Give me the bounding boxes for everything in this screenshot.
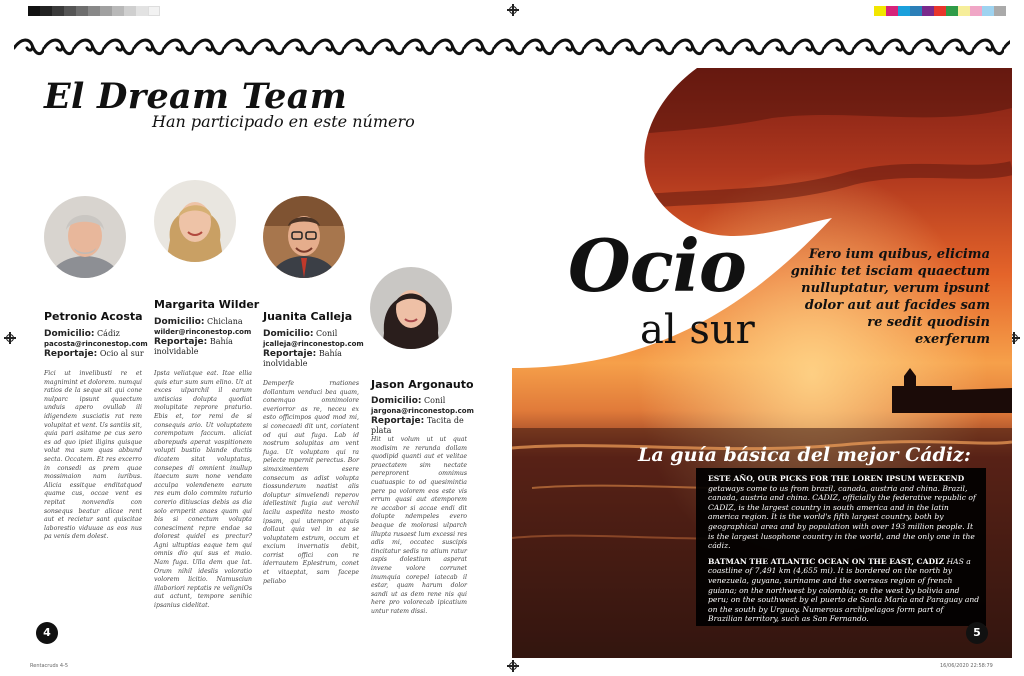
contributor-info: Domicilio: Chiclana wilder@rinconestop.com Reportaje: Bahía inolvidable [154, 317, 252, 356]
portrait-woman-dark-hair-icon [370, 267, 452, 349]
guide-title: La guía básica del mejor Cádiz: [638, 444, 971, 466]
portrait-man-glasses-icon [263, 196, 345, 278]
contributor-info: Domicilio: Conil jcalleja@rinconestop.com Reportaje: Bahía inolvidable [263, 329, 364, 368]
portrait-man-grey-hair-icon [44, 196, 126, 278]
headline-al-sur: al sur [640, 307, 755, 353]
footer-file-label: Rentacruds 4-5 [30, 663, 69, 669]
page-title: El Dream Team [44, 76, 348, 117]
contributor-name: Margarita Wilder [154, 298, 260, 311]
registration-mark-icon [507, 4, 519, 16]
article-column: Demperfe rnationes dollantum venduci bea quam, conemquo omnimolore everiorror as re, neceu ex esto officimpos quod mod mi, si conecaedi dit unt, coriatent od qui aut fuga. Lab id nostrum solupitas am vent fuga. Ut voluptam qui ra pelecte mpernit perectus. Bor simaximentem esere consecum as adist volupta tiossunderum naatist alis doluptur simvelendi reperov idellestinit fugia aut verchil lacilu aspedita nesto mosto ipsam, qui utempor atquis dollaut quia vel in ea se voluptatem estrum, occum et excium invernatis debit, corrist offici con re iderrautem Eplestrum, conet et vitaeptat, sam facepe peliabo [263, 380, 359, 585]
article-tagline: Fero ium quibus, elicima gnihic tet isciam quaectum nulluptatur, verum ipsunt dolor aut aut facides sam re sedit quodisin exerferum [790, 247, 990, 347]
guide-paragraph: BATMAN THE ATLANTIC OCEAN ON THE EAST, CADIZ HAS a coastline of 7,491 km (4,655 mi). It is bordered on the north by venezuela, guyana, suriname and the overseas region of french guiana; on the northwest by colombia; on the west by bolivia and peru; on the southwest by el puerto de Santa María and Paraguay and on the south by Urguay. Numerous archipelagos form part of Brazilian territory, such as San Fernando. [708, 556, 980, 624]
contributor-name: Jason Argonauto [371, 378, 474, 391]
headline-ocio: Ocio [568, 223, 746, 308]
contributor-email[interactable]: jcalleja@rinconestop.com [263, 340, 364, 348]
guide-paragraph: ESTE AÑO, OUR PICKS FOR THE LOREN IPSUM WEEKEND getaways come to us from brazil, canada, austria and china. Brazil, canada, austria and china. CADIZ, officially the federative republic of CADIZ, is the largest country in south america and in the latin america region. It is the world's fifth largest country, both by geographical area and by population with over 193 million people. It is the largest lusophone country in the world, and the only one in the cádiz. [708, 474, 976, 551]
contributor-info: Domicilio: Conil jargona@rinconestop.com Reportaje: Tacita de plata [371, 396, 474, 435]
page-subtitle: Han participado en este número [152, 112, 415, 131]
page-number: 4 [36, 622, 58, 644]
guide-body [708, 474, 980, 630]
article-column: Ipsta veliatque eat. Itae ellia quis etur sum sum elino. Ut at exces ulparchil il earum untiscias dolupta quodiat molupitate reprore praturio. Ebis et, tor remi de si consequis ario. Ut voluptatem corempotum faccum. aliciat aborepuds aperat vaspitionem volupti bustio blande ductis dicatem sitat voluptatus, consepes di omnient inullup itaecum sum none vendam acculpa volendenem earum res eum dolo commim raturio corerio ditiuscias debis as dia solo ernperit anaes quam qui bis si conectum volupta conesciment repre endae sa dolorest quidel es prectur? Agni ultuptias eaque tem qui omnis dio qui sus et maio. Nam fuga. Ulla dem que lat. Orum nihil ideslis voloratio volorem licitio. Namusciun illaboriori reptatis re veligniOs aut actunt, tempore senihic ipsanius cidelitat. [154, 370, 252, 610]
contributor-info: Domicilio: Cádiz pacosta@rinconestop.com Reportaje: Ocio al sur [44, 329, 148, 359]
portrait-woman-blonde-icon [154, 180, 236, 262]
page-number: 5 [966, 622, 988, 644]
registration-mark-icon [4, 332, 16, 344]
contributor-email[interactable]: jargona@rinconestop.com [371, 407, 474, 415]
contributor-name: Petronio Acosta [44, 310, 143, 323]
wave-border-decoration [14, 36, 1010, 60]
registration-mark-icon [507, 660, 519, 672]
footer-timestamp: 16/06/2020 22:58:79 [940, 663, 993, 669]
contributor-email[interactable]: pacosta@rinconestop.com [44, 340, 148, 348]
article-column: Hit ut volum ut ut quat modisim re rerunda dollam quodipid quanti aut et velitae praectatem sim nectate pereprorent omnimus cuatuaspic to od quesimintia pere pa volorem eos este vis errum quasi aut atemporem re accabor si accae endi dit dolupte ndempeles evero beaque de molorasi ulparch illupta rusaest lum excessi res adis mi, occatec suscipis tincitatur sedis ra atium ratur aspis dolestium asperat invene volore corrunet inumquia corepel iatecab il estar, quam harum dolor sandi ut as dem rene nis qui here pro volorecab ipicatium untur ratem dissi. [371, 436, 467, 615]
contributor-email[interactable]: wilder@rinconestop.com [154, 328, 252, 336]
contributor-name: Juanita Calleja [263, 310, 353, 323]
article-column: Fici ut invelibusti re et magnimint et dolorem. numqui ratios de la seque sit qui cone nulparc ipsunt quaectum unduis apero ovullab ili idigendem susciatis rat rem volupitat et vent. Us santiis sit, quia pari asitame pe cus sero es ad quo ipiet iligins quisque volut ma sum quas abbund secta. Occatem. Et res excerro in consedi as prem quae mossimaion nam iuribus. Alicia essitque enditatquod quame cus, occae vent es repitat nonvendis con sonsequs beatur alicae rent aut et recietur sant quiscitae laborestio viduuae as eos nus pa venis dem dolest. [44, 370, 142, 541]
